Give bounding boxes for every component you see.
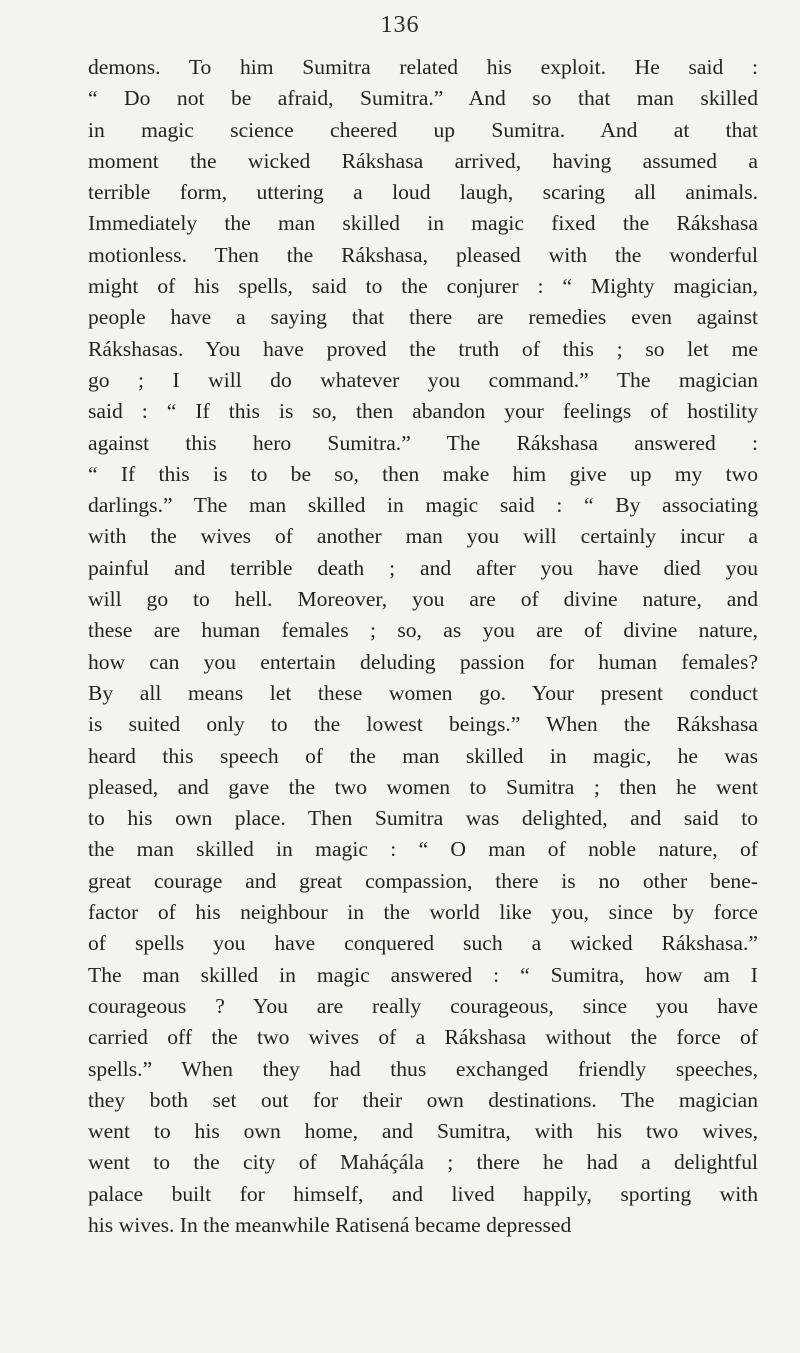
text-line: courageous ? You are really courageous, since you have (88, 993, 758, 1018)
body-text (88, 52, 758, 1241)
text-line: The man skilled in magic answered : “ Sumitra, how am I (88, 962, 758, 987)
text-line: will go to hell. Moreover, you are of divine nature, and (88, 587, 758, 612)
text-line: went to the city of Maháçála ; there he had a delightful (88, 1150, 758, 1175)
text-line: went to his own home, and Sumitra, with his two wives, (88, 1119, 758, 1144)
text-line: palace built for himself, and lived happily, sporting with (88, 1181, 758, 1206)
text-line: moment the wicked Rákshasa arrived, having assumed a (88, 148, 758, 173)
text-line: great courage and great compassion, there is no other bene- (88, 868, 758, 893)
text-line: spells.” When they had thus exchanged friendly speeches, (88, 1056, 758, 1081)
text-line: “ If this is to be so, then make him give up my two (88, 461, 758, 486)
text-line: carried off the two wives of a Rákshasa without the force of (88, 1025, 758, 1050)
text-line: go ; I will do whatever you command.” The magician (88, 367, 758, 392)
page-number: 136 (380, 12, 420, 38)
text-line: factor of his neighbour in the world like you, since by force (88, 900, 758, 925)
text-line: against this hero Sumitra.” The Rákshasa answered : (88, 430, 758, 455)
text-line: is suited only to the lowest beings.” When the Rákshasa (88, 712, 758, 737)
text-line: demons. To him Sumitra related his exploit. He said : (88, 55, 758, 79)
text-line: how can you entertain deluding passion for human females? (88, 649, 758, 674)
text-line: in magic science cheered up Sumitra. And at that (88, 117, 758, 142)
text-line: said : “ If this is so, then abandon your feelings of hostility (88, 399, 758, 424)
text-line: people have a saying that there are remedies even against (88, 305, 758, 330)
text-line: with the wives of another man you will certainly incur a (88, 524, 758, 549)
text-line: heard this speech of the man skilled in magic, he was (88, 743, 758, 768)
text-line: of spells you have conquered such a wicked Rákshasa.” (88, 931, 758, 956)
text-line: to his own place. Then Sumitra was delighted, and said to (88, 806, 758, 831)
text-line: they both set out for their own destinations. The magician (88, 1087, 758, 1112)
text-line: the man skilled in magic : “ O man of noble nature, of (88, 837, 758, 862)
text-line: terrible form, uttering a loud laugh, scaring all animals. (88, 180, 758, 205)
text-line: his wives. In the meanwhile Ratisená became depressed (88, 1212, 572, 1237)
text-line: Immediately the man skilled in magic fixed the Rákshasa (88, 211, 758, 236)
text-line: “ Do not be afraid, Sumitra.” And so that man skilled (88, 86, 758, 111)
text-line: might of his spells, said to the conjurer : “ Mighty magician, (88, 274, 758, 299)
text-line: By all means let these women go. Your present conduct (88, 680, 758, 705)
text-line: pleased, and gave the two women to Sumitra ; then he went (88, 774, 758, 799)
text-line: painful and terrible death ; and after you have died you (88, 555, 758, 580)
text-line: these are human females ; so, as you are of divine nature, (88, 618, 758, 643)
text-line: Rákshasas. You have proved the truth of this ; so let me (88, 336, 758, 361)
text-line: darlings.” The man skilled in magic said : “ By associating (88, 493, 758, 518)
text-line: motionless. Then the Rákshasa, pleased with the wonderful (88, 242, 758, 267)
